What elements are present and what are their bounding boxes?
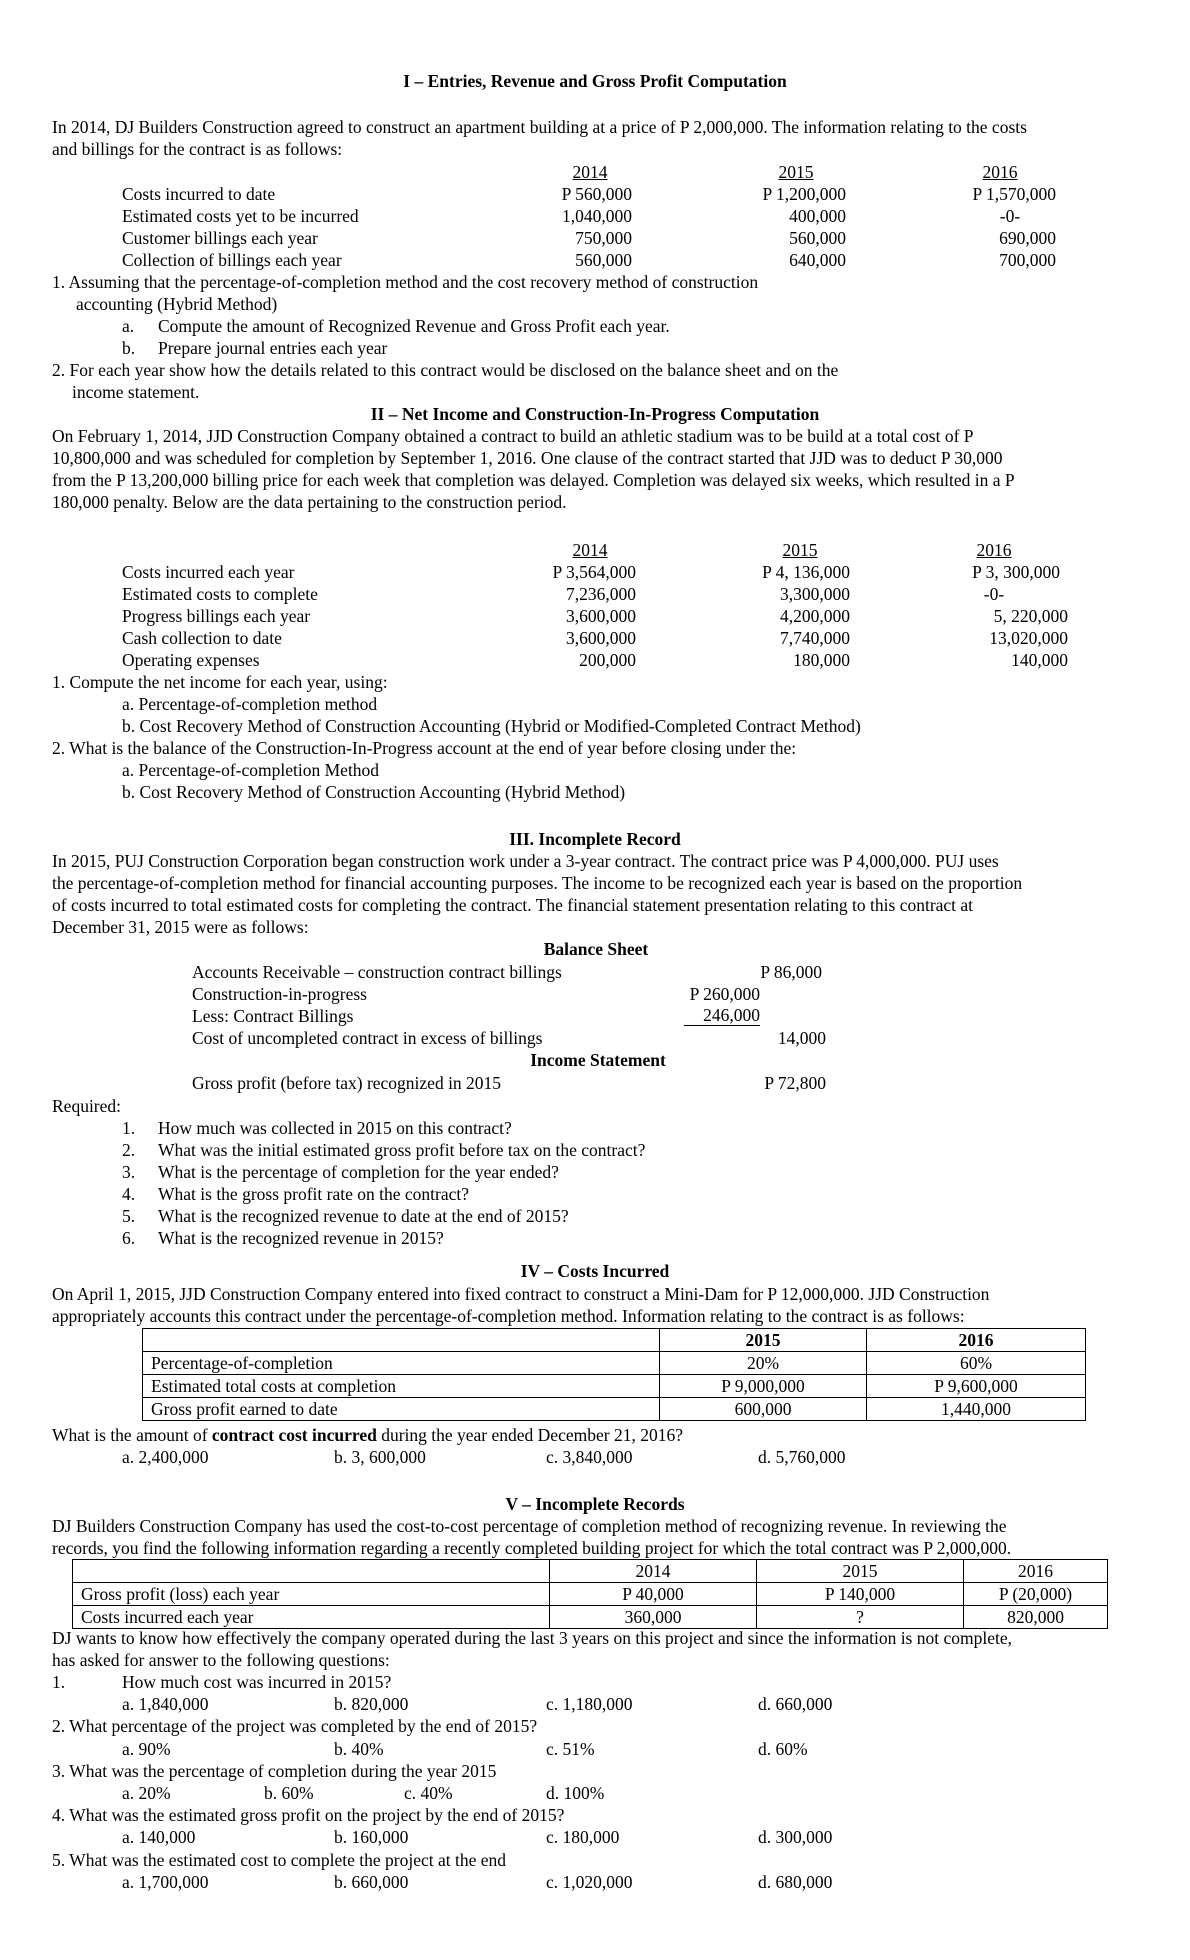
table-cell: P 1,200,000 <box>762 184 846 204</box>
table-cell: 7,236,000 <box>566 584 636 604</box>
section-3-title: III. Incomplete Record <box>509 829 681 849</box>
s4-question-pre: What is the amount of <box>52 1425 212 1445</box>
list-item: What is the recognized revenue to date at the end of 2015? <box>158 1206 569 1226</box>
table-row-label: Gross profit earned to date <box>143 1398 660 1421</box>
choice-a: a. 90% <box>122 1739 171 1759</box>
table-cell: P 140,000 <box>757 1583 964 1606</box>
choice-d: d. 680,000 <box>758 1872 833 1892</box>
table-row-label: Estimated costs to complete <box>122 584 318 604</box>
list-item-number: 3. <box>122 1162 136 1182</box>
table-cell: 560,000 <box>575 250 632 270</box>
table-row <box>143 1375 1086 1398</box>
table-row-label: Percentage-of-completion <box>143 1352 660 1375</box>
choice-d: d. 60% <box>758 1739 808 1759</box>
table-cell: 140,000 <box>1011 650 1068 670</box>
s2-paragraph-line1: On February 1, 2014, JJD Construction Company obtained a contract to build an athletic stadium was to be build at a total cost of P <box>52 426 974 446</box>
table-cell: 3,600,000 <box>566 606 636 626</box>
s4-paragraph-line2: appropriately accounts this contract under the percentage-of-completion method. Information relating to the contract is as follows: <box>52 1306 965 1326</box>
table-cell: P 9,600,000 <box>867 1375 1086 1398</box>
s5-paragraph-line1: DJ Builders Construction Company has used the cost-to-cost percentage of completion method of recognizing revenue. In reviewing the <box>52 1516 1007 1536</box>
s1-question-1a: Compute the amount of Recognized Revenue and Gross Profit each year. <box>158 316 670 336</box>
list-item-number: 1. <box>122 1118 136 1138</box>
table-row <box>73 1583 1108 1606</box>
uncompleted-contract-value: 14,000 <box>777 1028 826 1048</box>
list-item-number: 4. <box>122 1184 136 1204</box>
s1-question-1b-marker: b. <box>122 338 136 358</box>
section-1-intro-line2: and billings for the contract is as follows: <box>52 139 343 159</box>
gross-profit-label: Gross profit (before tax) recognized in 2015 <box>192 1073 502 1093</box>
s5-question-5: 5. What was the estimated cost to complete the project at the end <box>52 1850 507 1870</box>
table-cell: 180,000 <box>793 650 850 670</box>
section-1-intro-line1: In 2014, DJ Builders Construction agreed to construct an apartment building at a price of P 2,000,000. The information relating to the costs <box>52 117 1027 137</box>
s2-paragraph-line2: 10,800,000 and was scheduled for completion by September 1, 2016. One clause of the contract started that JJD was to deduct P 30,000 <box>52 448 1003 468</box>
s2-paragraph-line4: 180,000 penalty. Below are the data pertaining to the construction period. <box>52 492 567 512</box>
s2-question-2b: b. Cost Recovery Method of Construction Accounting (Hybrid Method) <box>122 782 626 802</box>
contract-billings-label: Less: Contract Billings <box>192 1006 354 1026</box>
s3-paragraph-line2: the percentage-of-completion method for financial accounting purposes. The income to be recognized each year is based on the proportion <box>52 873 1023 893</box>
table-cell: 700,000 <box>999 250 1056 270</box>
table-cell: 690,000 <box>999 228 1056 248</box>
table-cell: P 1,570,000 <box>972 184 1056 204</box>
table-cell: 200,000 <box>579 650 636 670</box>
choice-d: d. 300,000 <box>758 1827 833 1847</box>
table-row-label: Costs incurred each year <box>73 1606 550 1629</box>
table-cell: -0- <box>999 206 1021 226</box>
table-cell: P (20,000) <box>964 1583 1108 1606</box>
s5-paragraph-line4: has asked for answer to the following questions: <box>52 1650 390 1670</box>
s5-paragraph-line2: records, you find the following information regarding a recently completed building project for which the total contract was P 2,000,000. <box>52 1538 1012 1558</box>
s3-paragraph-line3: of costs incurred to total estimated costs for completing the contract. The financial statement presentation relating to this contract at <box>52 895 974 915</box>
choice-d: d. 100% <box>546 1783 605 1803</box>
choice-a: a. 1,700,000 <box>122 1872 209 1892</box>
list-item: How much was collected in 2015 on this contract? <box>158 1118 512 1138</box>
list-item-number: 6. <box>122 1228 136 1248</box>
table-cell: 7,740,000 <box>780 628 850 648</box>
list-item-number: 2. <box>122 1140 136 1160</box>
s4-question-post: during the year ended December 21, 2016? <box>376 1425 683 1445</box>
choice-c: c. 3,840,000 <box>546 1447 633 1467</box>
s2-year-2015: 2015 <box>782 540 818 560</box>
table-cell: 3,600,000 <box>566 628 636 648</box>
construction-in-progress-value: P 260,000 <box>689 984 760 1004</box>
table-cell: P 560,000 <box>561 184 632 204</box>
s5-question-1-number: 1. <box>52 1672 66 1692</box>
table-row-label: Costs incurred each year <box>122 562 295 582</box>
choice-a: a. 2,400,000 <box>122 1447 209 1467</box>
table-header: 2016 <box>867 1329 1086 1352</box>
table-header-blank <box>73 1560 550 1583</box>
s2-question-1a: a. Percentage-of-completion method <box>122 694 378 714</box>
table-header-blank <box>143 1329 660 1352</box>
s4-question-emphasis: contract cost incurred <box>211 1425 377 1445</box>
s1-question-1-line1: 1. Assuming that the percentage-of-completion method and the cost recovery method of construction <box>52 272 759 292</box>
table-row <box>73 1606 1108 1629</box>
accounts-receivable-value: P 86,000 <box>760 962 822 982</box>
choice-b: b. 3, 600,000 <box>334 1447 426 1467</box>
table-row-label: Progress billings each year <box>122 606 311 626</box>
table-cell: 640,000 <box>789 250 846 270</box>
table-row <box>143 1398 1086 1421</box>
choice-b: b. 60% <box>264 1783 314 1803</box>
table-cell: 560,000 <box>789 228 846 248</box>
table-cell: P 4, 136,000 <box>762 562 850 582</box>
s2-year-2014: 2014 <box>572 540 608 560</box>
table-cell: 4,200,000 <box>780 606 850 626</box>
table-cell: ? <box>757 1606 964 1629</box>
table-cell: 1,040,000 <box>562 206 632 226</box>
contract-billings-value: 246,000 <box>684 1005 760 1026</box>
table-cell: 20% <box>660 1352 867 1375</box>
s1-question-1a-marker: a. <box>122 316 135 336</box>
table-row-label: Costs incurred to date <box>122 184 276 204</box>
table-cell: P 40,000 <box>550 1583 757 1606</box>
s2-question-1: 1. Compute the net income for each year, using: <box>52 672 388 692</box>
income-statement-title: Income Statement <box>530 1050 666 1070</box>
section-4-title: IV – Costs Incurred <box>520 1261 670 1281</box>
table-row-label: Operating expenses <box>122 650 260 670</box>
table-row-label: Cash collection to date <box>122 628 282 648</box>
table-header: 2015 <box>757 1560 964 1583</box>
s5-question-1: How much cost was incurred in 2015? <box>122 1672 392 1692</box>
list-item: What is the gross profit rate on the contract? <box>158 1184 470 1204</box>
list-item: What was the initial estimated gross profit before tax on the contract? <box>158 1140 646 1160</box>
required-heading: Required: <box>52 1096 122 1116</box>
table-cell: 360,000 <box>550 1606 757 1629</box>
choice-b: b. 820,000 <box>334 1694 409 1714</box>
s5-question-3: 3. What was the percentage of completion during the year 2015 <box>52 1761 497 1781</box>
s5-paragraph-line3: DJ wants to know how effectively the company operated during the last 3 years on this project and since the information is not complete, <box>52 1628 1012 1648</box>
s2-question-2: 2. What is the balance of the Construction-In-Progress account at the end of year before closing under the: <box>52 738 797 758</box>
table-row-label: Customer billings each year <box>122 228 318 248</box>
section-1-title: I – Entries, Revenue and Gross Profit Computation <box>403 71 787 91</box>
choice-a: a. 20% <box>122 1783 171 1803</box>
table-cell: -0- <box>983 584 1005 604</box>
uncompleted-contract-label: Cost of uncompleted contract in excess of billings <box>192 1028 543 1048</box>
table-row-label: Estimated total costs at completion <box>143 1375 660 1398</box>
choice-c: c. 1,180,000 <box>546 1694 633 1714</box>
table-cell: 13,020,000 <box>989 628 1068 648</box>
balance-sheet-title: Balance Sheet <box>543 939 649 959</box>
s1-question-2-line2: income statement. <box>72 382 200 402</box>
s2-question-2a: a. Percentage-of-completion Method <box>122 760 380 780</box>
s5-question-2: 2. What percentage of the project was completed by the end of 2015? <box>52 1716 538 1736</box>
s1-year-2015: 2015 <box>778 162 814 182</box>
choice-a: a. 1,840,000 <box>122 1694 209 1714</box>
construction-in-progress-label: Construction-in-progress <box>192 984 367 1004</box>
choice-b: b. 660,000 <box>334 1872 409 1892</box>
choice-d: d. 5,760,000 <box>758 1447 846 1467</box>
s1-question-2-line1: 2. For each year show how the details related to this contract would be disclosed on the balance sheet and on the <box>52 360 839 380</box>
choice-c: c. 180,000 <box>546 1827 620 1847</box>
accounts-receivable-label: Accounts Receivable – construction contract billings <box>192 962 562 982</box>
table-cell: 3,300,000 <box>780 584 850 604</box>
s5-project-table <box>72 1559 1108 1629</box>
table-cell: 5, 220,000 <box>993 606 1068 626</box>
table-cell: 820,000 <box>964 1606 1108 1629</box>
table-cell: 60% <box>867 1352 1086 1375</box>
section-2-title: II – Net Income and Construction-In-Progress Computation <box>370 404 820 424</box>
table-cell: 600,000 <box>660 1398 867 1421</box>
choice-c: c. 1,020,000 <box>546 1872 633 1892</box>
s4-paragraph-line1: On April 1, 2015, JJD Construction Company entered into fixed contract to construct a Mini-Dam for P 12,000,000. JJD Construction <box>52 1284 990 1304</box>
s5-question-4: 4. What was the estimated gross profit on the project by the end of 2015? <box>52 1805 565 1825</box>
s3-paragraph-line1: In 2015, PUJ Construction Corporation began construction work under a 3-year contract. The contract price was P 4,000,000. PUJ uses <box>52 851 999 871</box>
s3-paragraph-line4: December 31, 2015 were as follows: <box>52 917 309 937</box>
table-row-label: Gross profit (loss) each year <box>73 1583 550 1606</box>
choice-c: c. 51% <box>546 1739 595 1759</box>
table-cell: 750,000 <box>575 228 632 248</box>
table-row <box>143 1352 1086 1375</box>
table-cell: 400,000 <box>789 206 846 226</box>
choice-b: b. 160,000 <box>334 1827 409 1847</box>
choice-a: a. 140,000 <box>122 1827 196 1847</box>
table-header: 2014 <box>550 1560 757 1583</box>
s1-question-1-line2: accounting (Hybrid Method) <box>76 294 278 314</box>
table-cell: P 3, 300,000 <box>972 562 1060 582</box>
table-cell: P 3,564,000 <box>552 562 636 582</box>
table-header: 2015 <box>660 1329 867 1352</box>
s4-question <box>52 1424 683 1446</box>
list-item: What is the recognized revenue in 2015? <box>158 1228 444 1248</box>
s4-contract-table <box>142 1328 1086 1421</box>
s2-paragraph-line3: from the P 13,200,000 billing price for each week that completion was delayed. Completion was delayed six weeks, which resulted in a P <box>52 470 1015 490</box>
list-item: What is the percentage of completion for the year ended? <box>158 1162 559 1182</box>
list-item-number: 5. <box>122 1206 136 1226</box>
table-row-label: Collection of billings each year <box>122 250 342 270</box>
s1-question-1b: Prepare journal entries each year <box>158 338 388 358</box>
s1-year-2016: 2016 <box>982 162 1018 182</box>
table-cell: P 9,000,000 <box>660 1375 867 1398</box>
s2-year-2016: 2016 <box>976 540 1012 560</box>
s1-year-2014: 2014 <box>572 162 608 182</box>
choice-d: d. 660,000 <box>758 1694 833 1714</box>
s2-question-1b: b. Cost Recovery Method of Construction Accounting (Hybrid or Modified-Completed Contract Method) <box>122 716 861 736</box>
section-5-title: V – Incomplete Records <box>505 1494 685 1514</box>
gross-profit-value: P 72,800 <box>764 1073 826 1093</box>
table-cell: 1,440,000 <box>867 1398 1086 1421</box>
table-header: 2016 <box>964 1560 1108 1583</box>
table-row-label: Estimated costs yet to be incurred <box>122 206 359 226</box>
choice-c: c. 40% <box>404 1783 453 1803</box>
choice-b: b. 40% <box>334 1739 384 1759</box>
